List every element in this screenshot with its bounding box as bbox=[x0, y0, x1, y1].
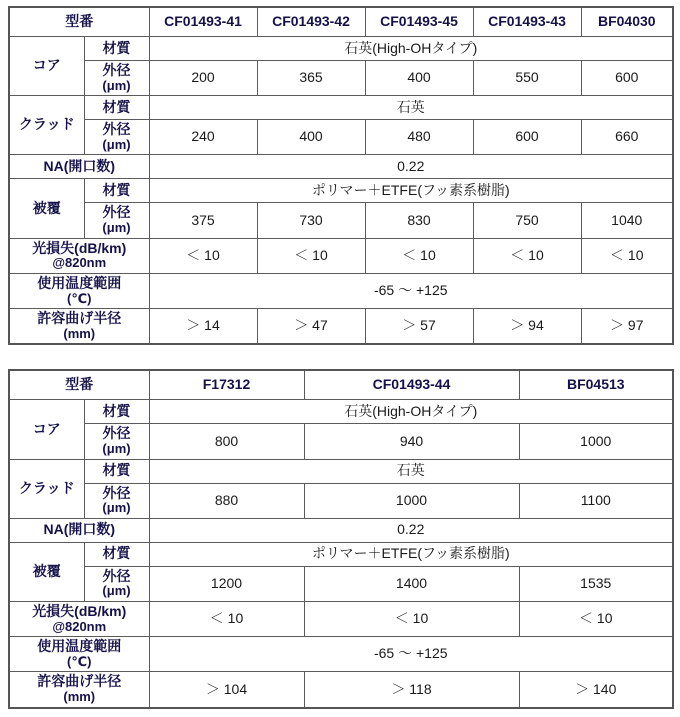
cell-clad-material-value: 石英 bbox=[149, 96, 673, 120]
cell-clad-diameter-2: 400 bbox=[257, 120, 365, 155]
cell-clad-diameter-1: 240 bbox=[149, 120, 257, 155]
cell-core-diameter-1: 800 bbox=[149, 424, 304, 459]
row-label-optical-loss-text: 光損失(dB/km) bbox=[32, 239, 127, 256]
header-model-3: CF01493-45 bbox=[365, 7, 473, 37]
row-label-core-diameter-text: 外径 bbox=[102, 62, 131, 78]
row-label-optical-loss bbox=[9, 238, 149, 273]
table-row bbox=[9, 672, 673, 708]
cell-clad-diameter-3: 480 bbox=[365, 120, 473, 155]
cell-coating-diameter-3: 830 bbox=[365, 203, 473, 238]
table-row bbox=[9, 483, 673, 518]
table-row bbox=[9, 179, 673, 203]
cell-bend-radius-3: ＞ 57 bbox=[365, 309, 473, 345]
row-label-coating-diameter bbox=[84, 566, 149, 601]
row-label-clad-diameter bbox=[84, 120, 149, 155]
row-label-bend-radius bbox=[9, 309, 149, 345]
row-label-coating-diameter-text: 外径 bbox=[102, 204, 131, 221]
cell-optical-loss-1: ＜ 10 bbox=[149, 238, 257, 273]
row-label-core-diameter-unit: (μm) bbox=[102, 440, 131, 456]
row-label-core-diameter bbox=[84, 61, 149, 96]
cell-core-diameter-4: 550 bbox=[473, 61, 581, 96]
header-model-2: CF01493-44 bbox=[304, 370, 519, 400]
cell-temperature-range-value: -65 〜 +125 bbox=[149, 273, 673, 308]
row-label-temperature-range-unit: (℃) bbox=[67, 290, 92, 306]
row-label-clad-diameter-text: 外径 bbox=[102, 121, 131, 138]
table-row bbox=[9, 566, 673, 601]
row-label-coating: 被覆 bbox=[9, 542, 84, 601]
cell-core-diameter-3: 1000 bbox=[519, 424, 673, 459]
table-row bbox=[9, 309, 673, 345]
header-label-model: 型番 bbox=[9, 7, 149, 37]
cell-clad-diameter-2: 1000 bbox=[304, 483, 519, 518]
cell-coating-material-value: ポリマー＋ETFE(フッ素系樹脂) bbox=[149, 542, 673, 566]
cell-core-material-value: 石英(High-OHタイプ) bbox=[149, 400, 673, 424]
cell-bend-radius-1: ＞ 104 bbox=[149, 672, 304, 708]
row-label-temperature-range bbox=[9, 273, 149, 308]
table-row bbox=[9, 459, 673, 483]
cell-bend-radius-2: ＞ 47 bbox=[257, 309, 365, 345]
cell-bend-radius-2: ＞ 118 bbox=[304, 672, 519, 708]
row-label-bend-radius-unit: (mm) bbox=[63, 325, 96, 341]
row-label-temperature-range bbox=[9, 637, 149, 672]
row-label-bend-radius bbox=[9, 672, 149, 708]
cell-core-diameter-5: 600 bbox=[581, 61, 673, 96]
row-label-temperature-range-unit: (℃) bbox=[67, 653, 92, 669]
row-label-clad: クラッド bbox=[9, 96, 84, 155]
cell-bend-radius-5: ＞ 97 bbox=[581, 309, 673, 345]
cell-temperature-range-value: -65 〜 +125 bbox=[149, 637, 673, 672]
header-model-4: CF01493-43 bbox=[473, 7, 581, 37]
row-label-temperature-range-text: 使用温度範囲 bbox=[37, 274, 122, 291]
row-label-clad-material: 材質 bbox=[84, 96, 149, 120]
row-label-optical-loss-wavelength: @820nm bbox=[52, 618, 107, 634]
cell-core-diameter-1: 200 bbox=[149, 61, 257, 96]
header-label-model: 型番 bbox=[9, 370, 149, 400]
table-row bbox=[9, 601, 673, 636]
cell-coating-diameter-2: 730 bbox=[257, 203, 365, 238]
row-label-clad-material: 材質 bbox=[84, 459, 149, 483]
table-row bbox=[9, 273, 673, 308]
cell-bend-radius-1: ＞ 14 bbox=[149, 309, 257, 345]
cell-bend-radius-4: ＞ 94 bbox=[473, 309, 581, 345]
cell-coating-diameter-1: 375 bbox=[149, 203, 257, 238]
row-label-coating-material: 材質 bbox=[84, 542, 149, 566]
cell-coating-diameter-3: 1535 bbox=[519, 566, 673, 601]
table-row bbox=[9, 155, 673, 179]
row-label-coating-diameter-unit: (μm) bbox=[102, 583, 131, 599]
row-label-coating: 被覆 bbox=[9, 179, 84, 238]
header-model-1: CF01493-41 bbox=[149, 7, 257, 37]
cell-optical-loss-2: ＜ 10 bbox=[257, 238, 365, 273]
header-model-3: BF04513 bbox=[519, 370, 673, 400]
cell-core-diameter-2: 940 bbox=[304, 424, 519, 459]
cell-coating-material-value: ポリマー＋ETFE(フッ素系樹脂) bbox=[149, 179, 673, 203]
row-label-core-material: 材質 bbox=[84, 400, 149, 424]
row-label-optical-loss bbox=[9, 601, 149, 636]
cell-core-diameter-3: 400 bbox=[365, 61, 473, 96]
table-row bbox=[9, 424, 673, 459]
cell-core-diameter-2: 365 bbox=[257, 61, 365, 96]
row-label-temperature-range-text: 使用温度範囲 bbox=[37, 638, 122, 655]
header-model-1: F17312 bbox=[149, 370, 304, 400]
row-label-core-diameter bbox=[84, 424, 149, 459]
cell-clad-diameter-1: 880 bbox=[149, 483, 304, 518]
row-label-core-diameter-text: 外径 bbox=[102, 425, 131, 442]
spec-table-2 bbox=[8, 369, 674, 708]
cell-na-value: 0.22 bbox=[149, 155, 673, 179]
row-label-core-diameter-unit: (μm) bbox=[102, 77, 131, 93]
row-label-na: NA(開口数) bbox=[9, 155, 149, 179]
cell-optical-loss-4: ＜ 10 bbox=[473, 238, 581, 273]
row-label-core: コア bbox=[9, 400, 84, 459]
row-label-bend-radius-text: 許容曲げ半径 bbox=[37, 310, 122, 327]
table-row bbox=[9, 542, 673, 566]
row-label-clad-diameter-unit: (μm) bbox=[102, 500, 131, 516]
row-label-optical-loss-wavelength: @820nm bbox=[52, 255, 107, 271]
table-row bbox=[9, 120, 673, 155]
row-label-optical-loss-text: 光損失(dB/km) bbox=[32, 602, 127, 619]
row-label-clad: クラッド bbox=[9, 459, 84, 518]
cell-clad-diameter-5: 660 bbox=[581, 120, 673, 155]
cell-optical-loss-3: ＜ 10 bbox=[365, 238, 473, 273]
cell-bend-radius-3: ＞ 140 bbox=[519, 672, 673, 708]
row-label-coating-diameter bbox=[84, 203, 149, 238]
table-row bbox=[9, 7, 673, 37]
cell-clad-material-value: 石英 bbox=[149, 459, 673, 483]
header-model-2: CF01493-42 bbox=[257, 7, 365, 37]
table-row bbox=[9, 37, 673, 61]
cell-coating-diameter-1: 1200 bbox=[149, 566, 304, 601]
cell-optical-loss-1: ＜ 10 bbox=[149, 601, 304, 636]
cell-optical-loss-3: ＜ 10 bbox=[519, 601, 673, 636]
cell-coating-diameter-5: 1040 bbox=[581, 203, 673, 238]
row-label-core: コア bbox=[9, 37, 84, 96]
cell-coating-diameter-2: 1400 bbox=[304, 566, 519, 601]
cell-clad-diameter-3: 1100 bbox=[519, 483, 673, 518]
cell-core-material-value: 石英(High-OHタイプ) bbox=[149, 37, 673, 61]
table-row bbox=[9, 637, 673, 672]
row-label-core-material: 材質 bbox=[84, 37, 149, 61]
header-model-5: BF04030 bbox=[581, 7, 673, 37]
row-label-clad-diameter-unit: (μm) bbox=[102, 136, 131, 152]
cell-clad-diameter-4: 600 bbox=[473, 120, 581, 155]
cell-coating-diameter-4: 750 bbox=[473, 203, 581, 238]
cell-optical-loss-5: ＜ 10 bbox=[581, 238, 673, 273]
row-label-coating-diameter-unit: (μm) bbox=[102, 220, 131, 236]
table-row bbox=[9, 400, 673, 424]
spec-table-1 bbox=[8, 6, 674, 345]
row-label-coating-material: 材質 bbox=[84, 179, 149, 203]
row-label-clad-diameter-text: 外径 bbox=[102, 484, 131, 501]
row-label-clad-diameter bbox=[84, 483, 149, 518]
row-label-bend-radius-unit: (mm) bbox=[63, 689, 96, 705]
row-label-bend-radius-text: 許容曲げ半径 bbox=[37, 673, 122, 690]
cell-optical-loss-2: ＜ 10 bbox=[304, 601, 519, 636]
table-row bbox=[9, 203, 673, 238]
table-row bbox=[9, 370, 673, 400]
table-row bbox=[9, 61, 673, 96]
table-row bbox=[9, 238, 673, 273]
cell-na-value: 0.22 bbox=[149, 518, 673, 542]
table-row bbox=[9, 518, 673, 542]
row-label-na: NA(開口数) bbox=[9, 518, 149, 542]
table-row bbox=[9, 96, 673, 120]
row-label-coating-diameter-text: 外径 bbox=[102, 567, 131, 584]
